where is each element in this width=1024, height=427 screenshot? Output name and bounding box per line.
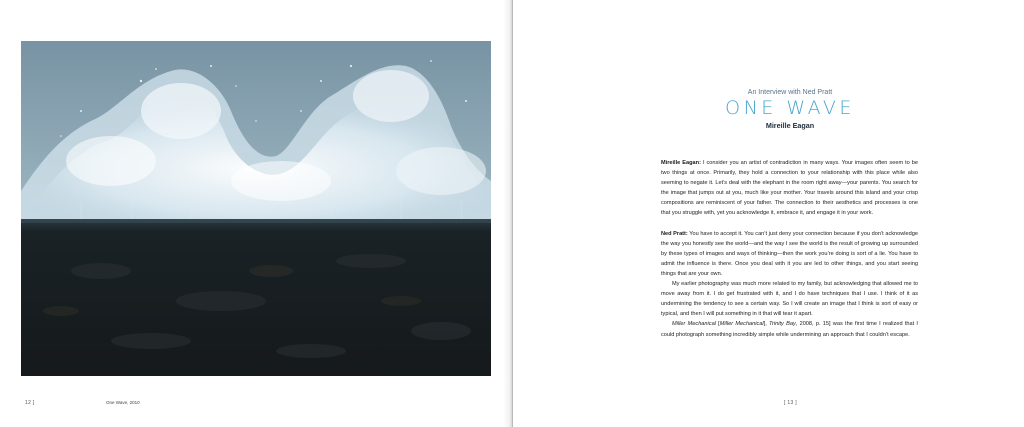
interview-body	[661, 158, 918, 340]
paragraph-1	[661, 158, 918, 219]
paragraph-3: My earlier photography was much more related to my family, but acknowledging that allowed me to move away from it. I do get frustrated with it, and I do have techniques that I use. I think of it as undermining the tendency to see a certain way. So I will create an image that I think is sort of easy or typical, and then I will put something in it that will tear it apart.	[661, 281, 918, 318]
paragraph-2	[661, 229, 918, 279]
paragraph-text: I consider you an artist of contradiction in many ways. Your images often seem to be two things at once. Primarily, they hold a connection to your relationship with this place while also seeming to negate it. Let’s deal with the elephant in the room right away—your parents. You search for the image that jumps out at you, much like your mother. Your travels around this island and your crisp compositions are reminiscent of your father. The connection to their aesthetics and processes is one that you struggle with, yet you acknowledge it, embrace it, and engage it in your work.	[661, 160, 918, 217]
artwork-place: Trinity Bay	[769, 321, 796, 328]
article-kicker: An Interview with Ned Pratt	[747, 89, 833, 96]
page-number-left: 12 ]	[25, 400, 35, 406]
speaker-label: Mireille Eagan:	[661, 160, 701, 166]
artwork-title: Miller Mechanical	[672, 321, 716, 328]
paragraph-text: , 2008, p. 15] was the first time I realized that I could photograph something incredibly simple while undermining an approach that I couldn’t escape.	[661, 321, 918, 338]
wave-photograph	[21, 41, 491, 376]
speaker-label: Ned Pratt:	[661, 230, 688, 237]
page-number-right: [ 13 ]	[784, 400, 797, 406]
paragraph-4	[661, 319, 918, 339]
bracket-text: ],	[763, 321, 770, 328]
photo-caption: One Wave, 2010	[106, 400, 140, 405]
article-author: Mireille Eagan	[765, 121, 815, 130]
article-title: ONE WAVE	[725, 97, 855, 119]
ocean-wave-over-seawall-photo	[21, 41, 491, 376]
artwork-title-ref: Miller Mechanical	[719, 321, 764, 328]
paragraph-text: You have to accept it. You can’t just deny your connection because if you don’t acknowledge the way you honestly see the world—and the way I see the world is the result of growing up surrounded by these types of images and ways of thinking—then the work you’re doing is sort of a lie. You have to admit the influence is there. Once you deal with it you are led to other things, and you start seeing things that are your own.	[661, 230, 918, 277]
bracket-text: [	[715, 321, 720, 328]
left-page	[0, 0, 511, 427]
